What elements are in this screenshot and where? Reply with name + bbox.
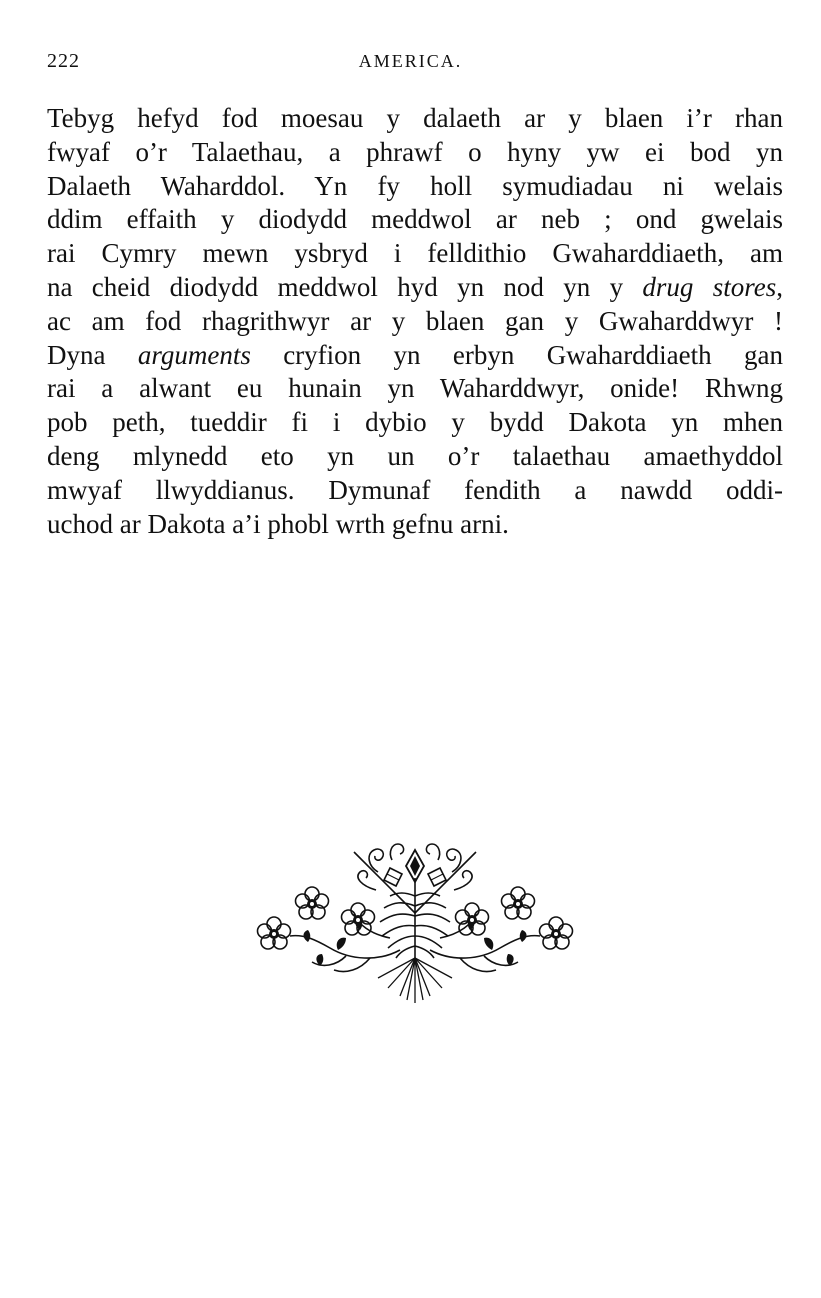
text-line: ddim effaith y diodydd meddwol ar neb ; ond gwelais [47, 204, 783, 235]
text-line: rai Cymry mewn ysbryd i felldithio Gwaharddiaeth, am [47, 238, 783, 269]
text-line: pob peth, tueddir fi i dybio y bydd Dakota yn mhen [47, 407, 783, 438]
floral-tailpiece-icon [250, 838, 580, 1008]
text-line: ac am fod rhagrithwyr ar y blaen gan y Gwaharddwyr ! [47, 305, 783, 336]
text-line: Dalaeth Waharddol. Yn fy holl symudiadau ni welais [47, 170, 783, 201]
italic-term: drug stores [642, 271, 777, 302]
text-line [47, 339, 783, 373]
text-segment: Dyna [47, 339, 138, 370]
page-number: 222 [47, 50, 80, 72]
text-segment: cryfion yn erbyn Gwaharddiaeth gan [250, 339, 783, 370]
italic-term: arguments [137, 339, 251, 370]
text-line: uchod ar Dakota a’i phobl wrth gefnu arni. [47, 508, 509, 539]
text-line [47, 271, 783, 305]
text-segment: na cheid diodydd meddwol hyd yn nod yn y [47, 271, 643, 302]
text-segment: , [776, 271, 783, 302]
text-line: deng mlynedd eto yn un o’r talaethau amaethyddol [47, 440, 783, 471]
text-line: rai a alwant eu hunain yn Waharddwyr, onide! Rhwng [47, 373, 783, 404]
text-line: Tebyg hefyd fod moesau y dalaeth ar y blaen i’r rhan [47, 103, 783, 133]
text-line: mwyaf llwyddianus. Dymunaf fendith a nawdd oddi- [47, 474, 783, 505]
text-line: fwyaf o’r Talaethau, a phrawf o hyny yw ei bod yn [47, 136, 783, 167]
running-title: AMERICA. [358, 51, 463, 71]
body-paragraph [47, 102, 783, 541]
